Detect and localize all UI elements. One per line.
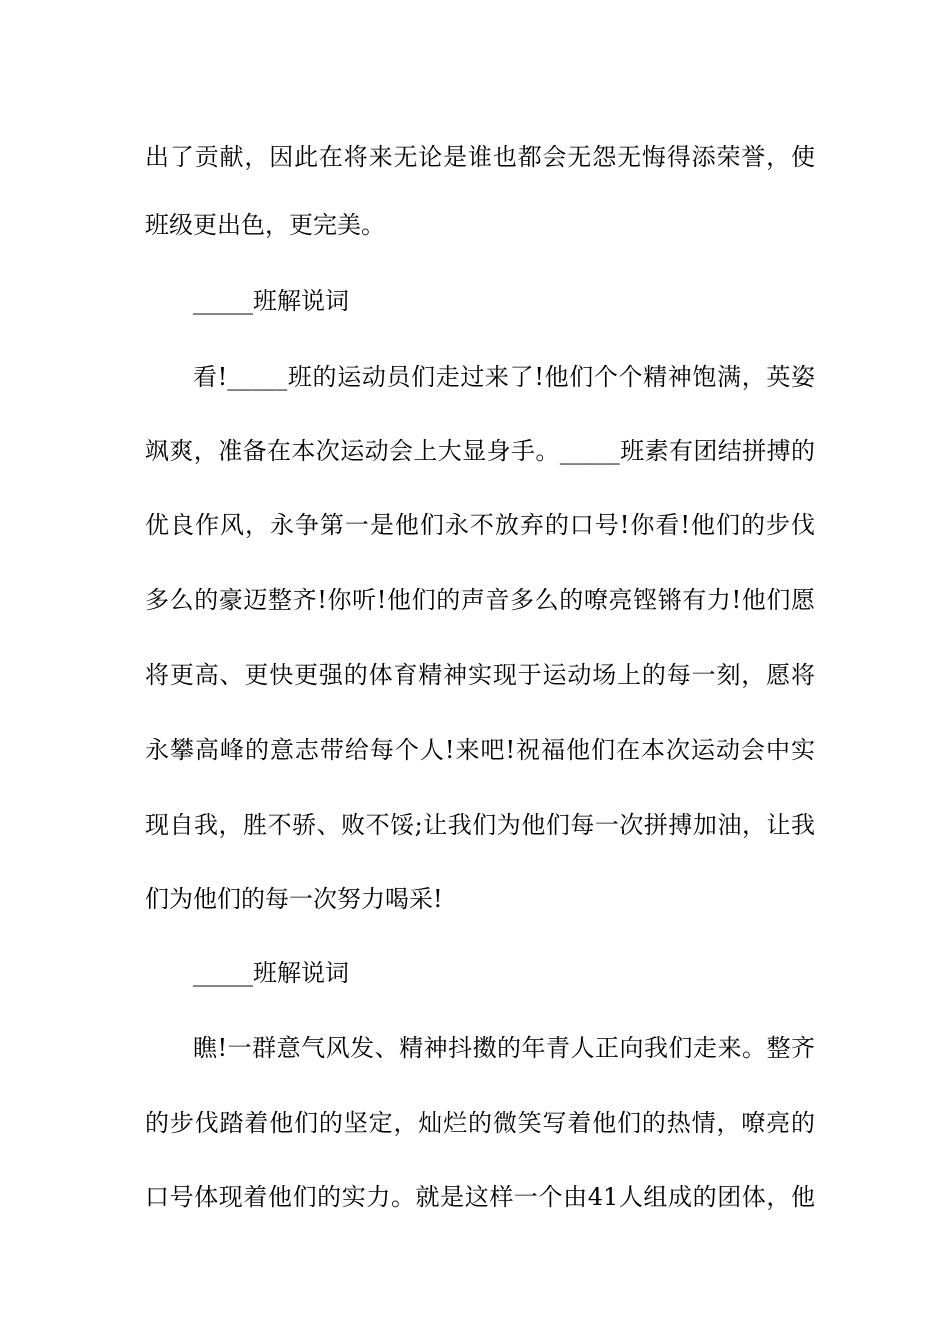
- text-line: 们为他们的每一次努力喝采!: [145, 885, 443, 913]
- paragraph-first-line: 看!_____班的运动员们走过来了!他们个个精神饱满，英姿: [193, 363, 815, 391]
- text-line: 现自我，胜不骄、败不馁;让我们为他们每一次拼搏加油，让我: [145, 811, 815, 839]
- text-line: 的步伐踏着他们的坚定，灿烂的微笑写着他们的热情，嘹亮的: [145, 1109, 815, 1137]
- text-line: 出了贡献，因此在将来无论是谁也都会无怨无悔得添荣誉，使: [145, 143, 815, 171]
- text-line: 口号体现着他们的实力。就是这样一个由41人组成的团体，他: [145, 1183, 815, 1211]
- text-line: 多么的豪迈整齐!你听!他们的声音多么的嘹亮铿锵有力!他们愿: [145, 586, 815, 614]
- text-line: 将更高、更快更强的体育精神实现于运动场上的每一刻，愿将: [145, 661, 815, 689]
- text-line: 永攀高峰的意志带给每个人!来吧!祝福他们在本次运动会中实: [145, 736, 815, 764]
- text-line: 班级更出色，更完美。: [145, 211, 385, 239]
- text-line: 飒爽，准备在本次运动会上大显身手。_____班素有团结拼搏的: [145, 437, 815, 465]
- section-heading: _____班解说词: [193, 287, 349, 315]
- text-line: 优良作风，永争第一是他们永不放弃的口号!你看!他们的步伐: [145, 511, 815, 539]
- paragraph-first-line: 瞧!一群意气风发、精神抖擞的年青人正向我们走来。整齐: [193, 1034, 815, 1062]
- section-heading: _____班解说词: [193, 959, 349, 987]
